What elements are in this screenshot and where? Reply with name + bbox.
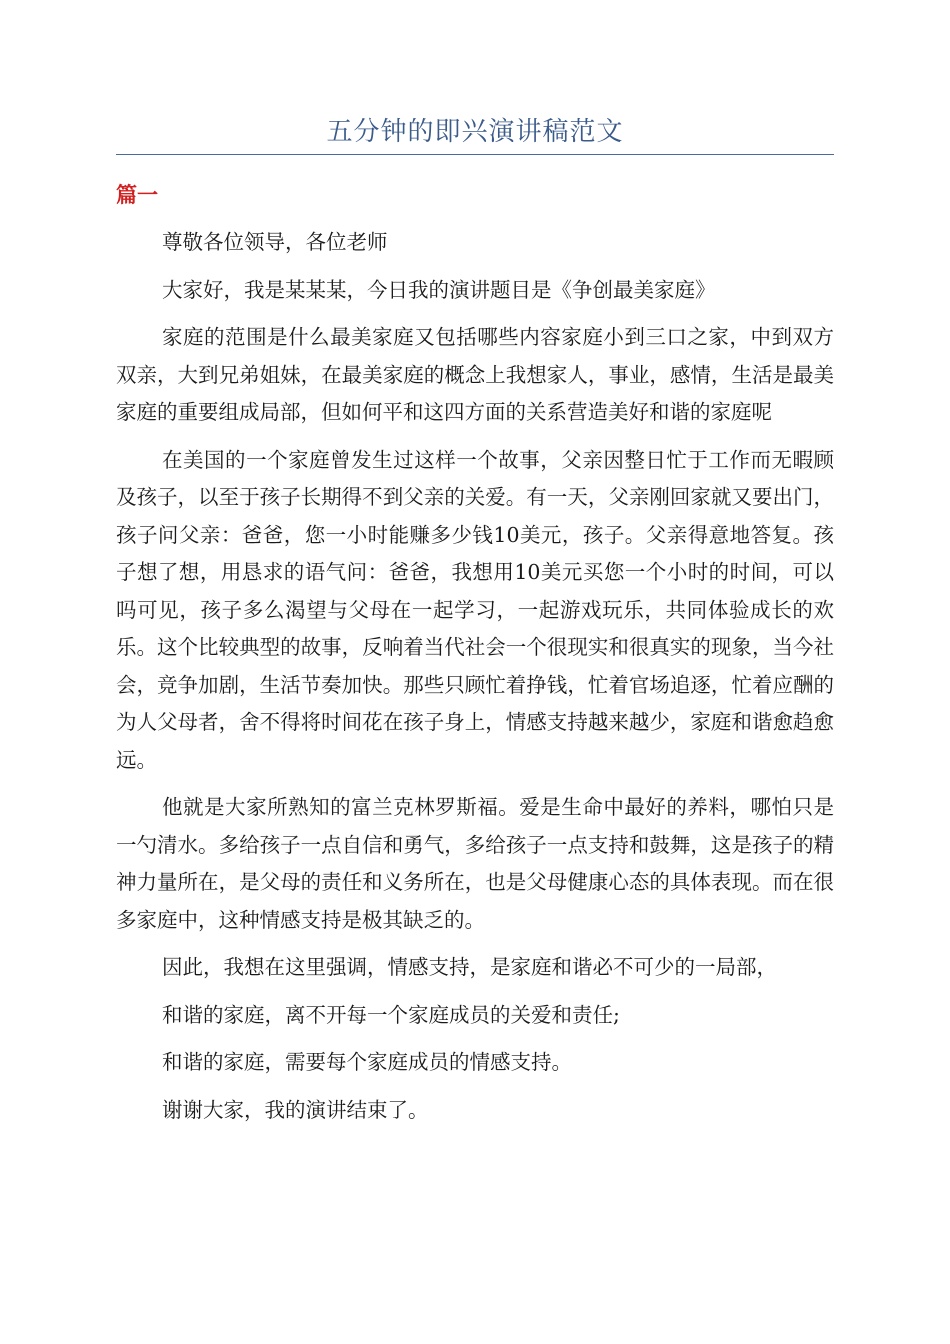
section-heading: 篇一 (116, 183, 158, 207)
document-title: 五分钟的即兴演讲稿范文 (326, 117, 624, 147)
paragraph-emphasis: 因此，我想在这里强调，情感支持，是家庭和谐必不可少的一局部， (162, 955, 777, 979)
paragraph-closing: 谢谢大家，我的演讲结束了。 (162, 1097, 429, 1122)
title-underline (116, 154, 834, 155)
paragraph-harmony-support: 和谐的家庭，需要每个家庭成员的情感支持。 (162, 1050, 572, 1074)
paragraph-story: 在美国的一个家庭曾发生过这样一个故事，父亲因整日忙于工作而无暇顾及孩子，以至于孩子长期得不到父亲的关爱。有一天，父亲刚回家就又要出门，孩子问父亲：爸爸，您一小时能赚多少钱10美元，孩子。父亲得意地答复。孩子想了想，用恳求的语气问：爸爸，我想用10美元买您一个小时的时间，可以吗可见，孩子多么渴望与父母在一起学习，一起游戏玩乐，共同体验成长的欢乐。这个比较典型的故事，反响着当代社会一个很现实和很真实的现象，当今社会，竞争加剧，生活节奏加快。那些只顾忙着挣钱，忙着官场追逐，忙着应酬的为人父母者，舍不得将时间花在孩子身上，情感支持越来越少，家庭和谐愈趋愈远。 (116, 447, 834, 772)
paragraph-family-scope: 家庭的范围是什么最美家庭又包括哪些内容家庭小到三口之家，中到双方双亲，大到兄弟姐妹，在最美家庭的概念上我想家人，事业，感情，生活是最美家庭的重要组成局部，但如何平和这四方面的关系营造美好和谐的家庭呢 (116, 325, 834, 424)
paragraph-love: 他就是大家所熟知的富兰克林罗斯福。爱是生命中最好的养料，哪怕只是一勺清水。多给孩子一点自信和勇气，多给孩子一点支持和鼓舞，这是孩子的精神力量所在，是父母的责任和义务所在，也是父母健康心态的具体表现。而在很多家庭中，这种情感支持是极其缺乏的。 (116, 795, 834, 932)
paragraph-greeting: 尊敬各位领导，各位老师 (162, 230, 388, 254)
paragraph-harmony-care: 和谐的家庭，离不开每一个家庭成员的关爱和责任; (162, 1002, 620, 1027)
paragraph-intro: 大家好，我是某某某，今日我的演讲题目是《争创最美家庭》 (162, 277, 716, 302)
document-body (116, 224, 834, 1139)
